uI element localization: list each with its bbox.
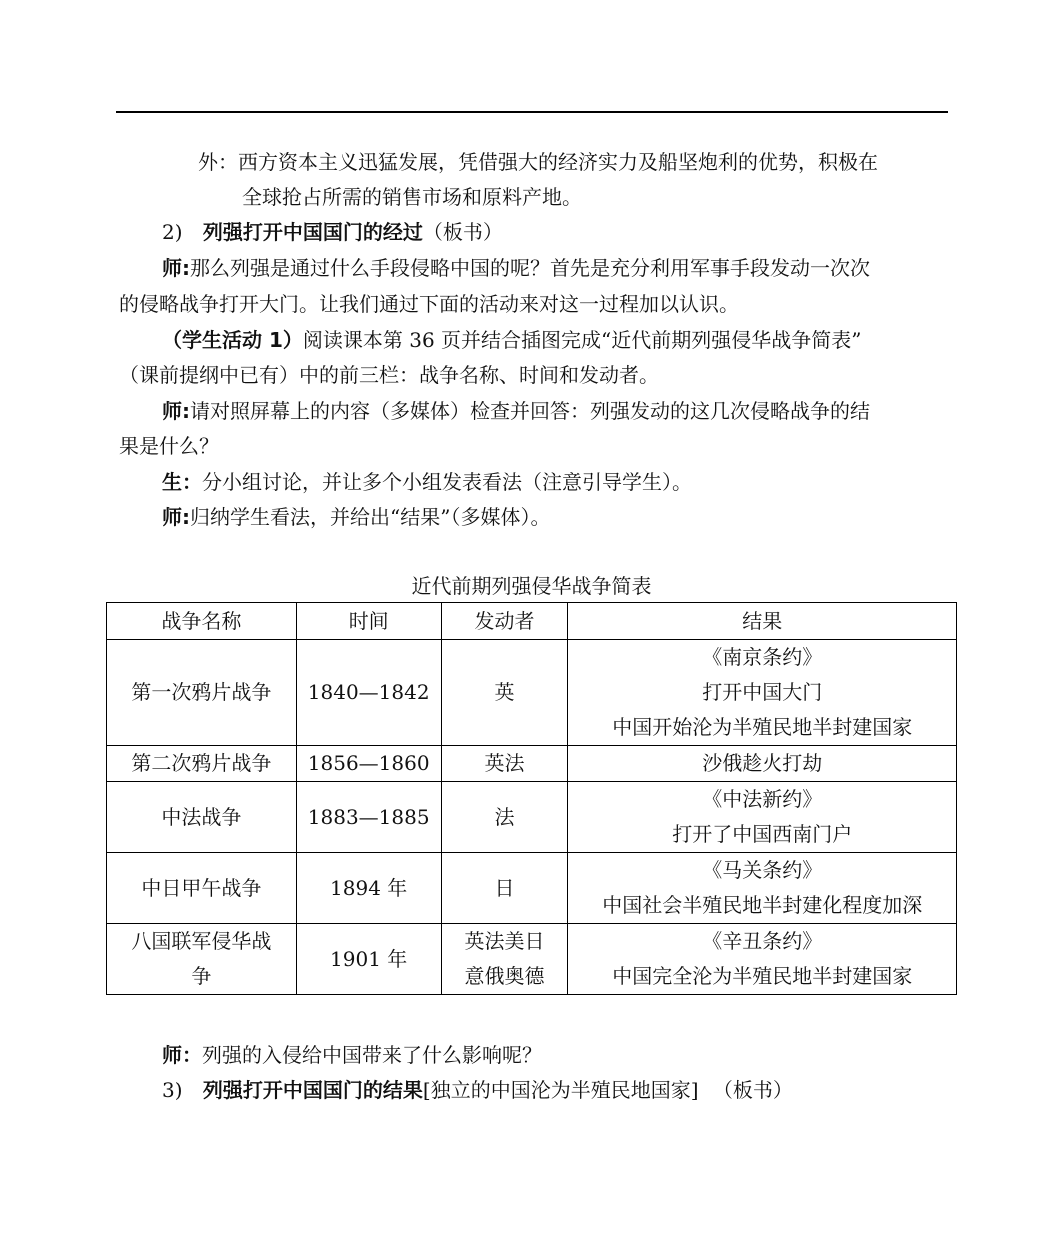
war-result-cell-line: 打开中国大门: [702, 680, 823, 704]
para-teacher-2-line1: 师:请对照屏幕上的内容（多媒体）检查并回答：列强发动的这几次侵略战争的结: [162, 399, 870, 423]
war-initiator-cell-line: 日: [494, 875, 515, 900]
war-name-cell: [107, 746, 297, 782]
table-row: [107, 782, 957, 853]
para-teacher-1-line1: 师:那么列强是通过什么手段侵略中国的呢？首先是充分利用军事手段发动一次次: [162, 256, 870, 280]
war-result-cell-line: 《南京条约》: [702, 645, 823, 669]
war-time-cell: 1883—1885: [296, 782, 441, 853]
war-result-cell-line: 中国完全沦为半殖民地半封建国家: [612, 964, 913, 988]
war-name-cell: [107, 782, 297, 853]
war-name-cell-line: 第二次鸦片战争: [131, 751, 272, 775]
war-result-cell-line: 《中法新约》: [702, 787, 823, 811]
table-body: [107, 640, 957, 995]
heading-2-note: （板书）: [422, 220, 503, 244]
war-initiator-cell: [441, 853, 568, 924]
table-row: [107, 853, 957, 924]
speaker-label: 师:: [162, 256, 190, 280]
war-time-cell: 1894 年: [296, 853, 441, 924]
war-result-cell-line: 打开了中国西南门户: [672, 822, 853, 846]
war-time-cell: 1840—1842: [296, 640, 441, 746]
para-teacher-2-line2: 果是什么？: [119, 434, 219, 458]
war-name-cell-line: 中日甲午战争: [141, 875, 262, 900]
war-name-cell: [107, 640, 297, 746]
war-initiator-cell: [441, 640, 568, 746]
war-initiator-cell-line: 法: [494, 804, 515, 829]
table-header-cell: 时间: [296, 603, 441, 640]
war-initiator-cell-line: 英法美日: [464, 929, 545, 953]
speaker-label: 师:: [162, 505, 190, 529]
war-name-cell-line: 中法战争: [161, 804, 242, 829]
war-initiator-cell: [441, 782, 568, 853]
heading-3: [162, 1076, 793, 1104]
para-external-line2: 全球抢占所需的销售市场和原料产地。: [242, 185, 582, 209]
wars-table: [106, 602, 957, 995]
activity-label: （学生活动 1）: [162, 328, 303, 352]
table-row: [107, 924, 957, 995]
speaker-label: 师：: [162, 1043, 202, 1067]
war-result-cell-line: 《辛丑条约》: [702, 929, 823, 953]
war-initiator-cell-line: 英法: [484, 751, 525, 775]
war-name-cell: [107, 853, 297, 924]
table-caption: 近代前期列强侵华战争简表: [411, 574, 652, 598]
war-time-cell: 1856—1860: [296, 746, 441, 782]
war-result-cell: [568, 924, 957, 995]
para-external-line1: 外：西方资本主义迅猛发展，凭借强大的经济实力及船坚炮利的优势，积极在: [198, 150, 878, 174]
para-activity-line2: （课前提纲中已有）中的前三栏：战争名称、时间和发动者。: [119, 363, 659, 387]
table-row: [107, 640, 957, 746]
war-result-cell: [568, 782, 957, 853]
war-result-cell: [568, 853, 957, 924]
war-time-cell: 1901 年: [296, 924, 441, 995]
table-row: [107, 746, 957, 782]
para-activity-line1: （学生活动 1）阅读课本第 36 页并结合插图完成“近代前期列强侵华战争简表”: [162, 328, 862, 352]
table-header-cell: 结果: [568, 603, 957, 640]
war-initiator-cell: [441, 924, 568, 995]
war-result-cell-line: 中国开始沦为半殖民地半封建国家: [612, 715, 913, 739]
heading-3-title: 列强打开中国国门的结果: [202, 1078, 423, 1102]
war-result-cell-line: 沙俄趁火打劫: [702, 751, 823, 775]
heading-2: [162, 218, 503, 246]
war-result-cell: [568, 640, 957, 746]
heading-2-title: 列强打开中国国门的经过: [202, 220, 423, 244]
war-result-cell-line: 中国社会半殖民地半封建化程度加深: [602, 893, 923, 917]
para-teacher-3: 师:归纳学生看法，并给出“结果”（多媒体）。: [162, 505, 551, 529]
war-initiator-cell: [441, 746, 568, 782]
war-initiator-cell-line: 意俄奥德: [464, 964, 545, 988]
war-result-cell: [568, 746, 957, 782]
heading-2-number: 2): [162, 220, 183, 244]
table-header-row: [107, 603, 957, 640]
war-name-cell-line: 八国联军侵华战: [131, 929, 272, 953]
heading-3-number: 3): [162, 1078, 183, 1102]
heading-3-bracket: [独立的中国沦为半殖民地国家]: [422, 1078, 699, 1102]
war-name-cell: [107, 924, 297, 995]
header-rule: [116, 111, 948, 113]
war-name-cell-line: 第一次鸦片战争: [131, 680, 272, 704]
war-name-cell-line: 争: [191, 964, 212, 988]
table-header-cell: 发动者: [441, 603, 568, 640]
para-student: 生：分小组讨论，并让多个小组发表看法（注意引导学生）。: [162, 470, 692, 494]
speaker-label: 生：: [162, 470, 202, 494]
para-teacher-1-line2: 的侵略战争打开大门。让我们通过下面的活动来对这一过程加以认识。: [119, 292, 739, 316]
table-header-cell: 战争名称: [107, 603, 297, 640]
war-result-cell-line: 《马关条约》: [702, 858, 823, 882]
speaker-label: 师:: [162, 399, 190, 423]
heading-3-note: （板书）: [712, 1078, 793, 1102]
war-initiator-cell-line: 英: [494, 680, 515, 704]
para-teacher-4: 师：列强的入侵给中国带来了什么影响呢？: [162, 1043, 542, 1067]
